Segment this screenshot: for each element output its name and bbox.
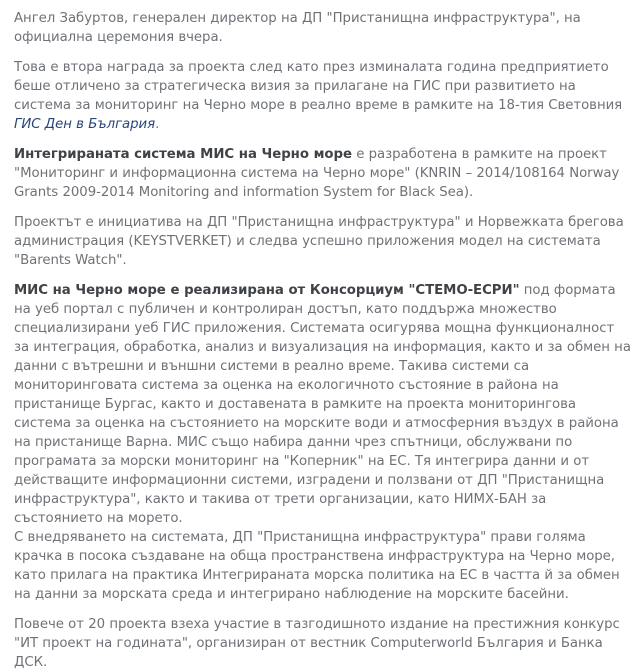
- paragraph: [14, 9, 632, 47]
- body-text: е разработена в рамките на проект "Мониторинг и информационна система на Черно море" (KNRIN – 2014/108164 Norway Grants 2009-2014 Monitoring and information System for Black Sea).: [14, 147, 620, 200]
- bold-text: МИС на Черно море е реализирана от Консорциум "СТЕМО-ЕСРИ": [14, 283, 520, 298]
- inline-link[interactable]: ГИС Ден в България: [14, 117, 156, 132]
- body-text: Проектът е инициатива на ДП "Пристанищна инфраструктура" и Норвежката брегова администрация (KEYSTVERKET) и следва успешно приложения модел на системата "Barents Watch".: [14, 215, 624, 268]
- body-text: .: [155, 117, 160, 132]
- body-text: под формата на уеб портал с публичен и контролиран достъп, като поддържа множество специализирани уеб ГИС приложения. Системата осигурява мощна функционалност за интеграция, обработка, анализ и визуализация на информация, както и за обмен на данни с вътрешни и външни системи в реално време. Такива системи са мониторинговата система за оценка на екологичното състояние в района на пристанище Бургас, както и доставената в рамките на проекта мониторингова система за оценка на състоянието на морските води и атмосферния въздух в района на пристанище Варна. МИС също набира данни чрез спътници, обслужвани по програмата за морски мониторинг на "Коперник" на ЕС. Тя интегрира данни и от действащите информационни системи, изградени и ползвани от ДП "Пристанищна инфраструктура", както и такива от трети организации, като НИМХ-БАН за състоянието на морето.: [14, 283, 631, 526]
- body-text: Ангел Забуртов, генерален директор на ДП "Пристанищна инфраструктура", на официална церемония вчера.: [14, 11, 581, 45]
- paragraph: [14, 145, 632, 202]
- body-text: Повече от 20 проекта взеха участие в тазгодишното издание на престижния конкурс "ИТ проект на годината", организиран от вестник Computerworld България и Банка ДСК.: [14, 617, 620, 670]
- paragraph: [14, 58, 632, 134]
- bold-text: Интегрираната система МИС на Черно море: [14, 147, 352, 162]
- paragraph-list: [14, 9, 632, 672]
- paragraph: [14, 281, 632, 604]
- paragraph: [14, 615, 632, 672]
- body-text: С внедряването на системата, ДП "Пристанищна инфраструктура" прави голяма крачка в посока създаване на обща пространствена инфраструктура на Черно море, като прилага на практика Интегрираната морска политика на ЕС в частта й за обмен на данни за морската среда и интегрирано наблюдение на морските басейни.: [14, 530, 620, 602]
- paragraph: [14, 213, 632, 270]
- body-text: Това е втора награда за проекта след като през изминалата година предприятието беше отличено за стратегическа визия за прилагане на ГИС при развитието на система за мониторинг на Черно море в реално време в рамките на 18-тия Световния: [14, 60, 623, 113]
